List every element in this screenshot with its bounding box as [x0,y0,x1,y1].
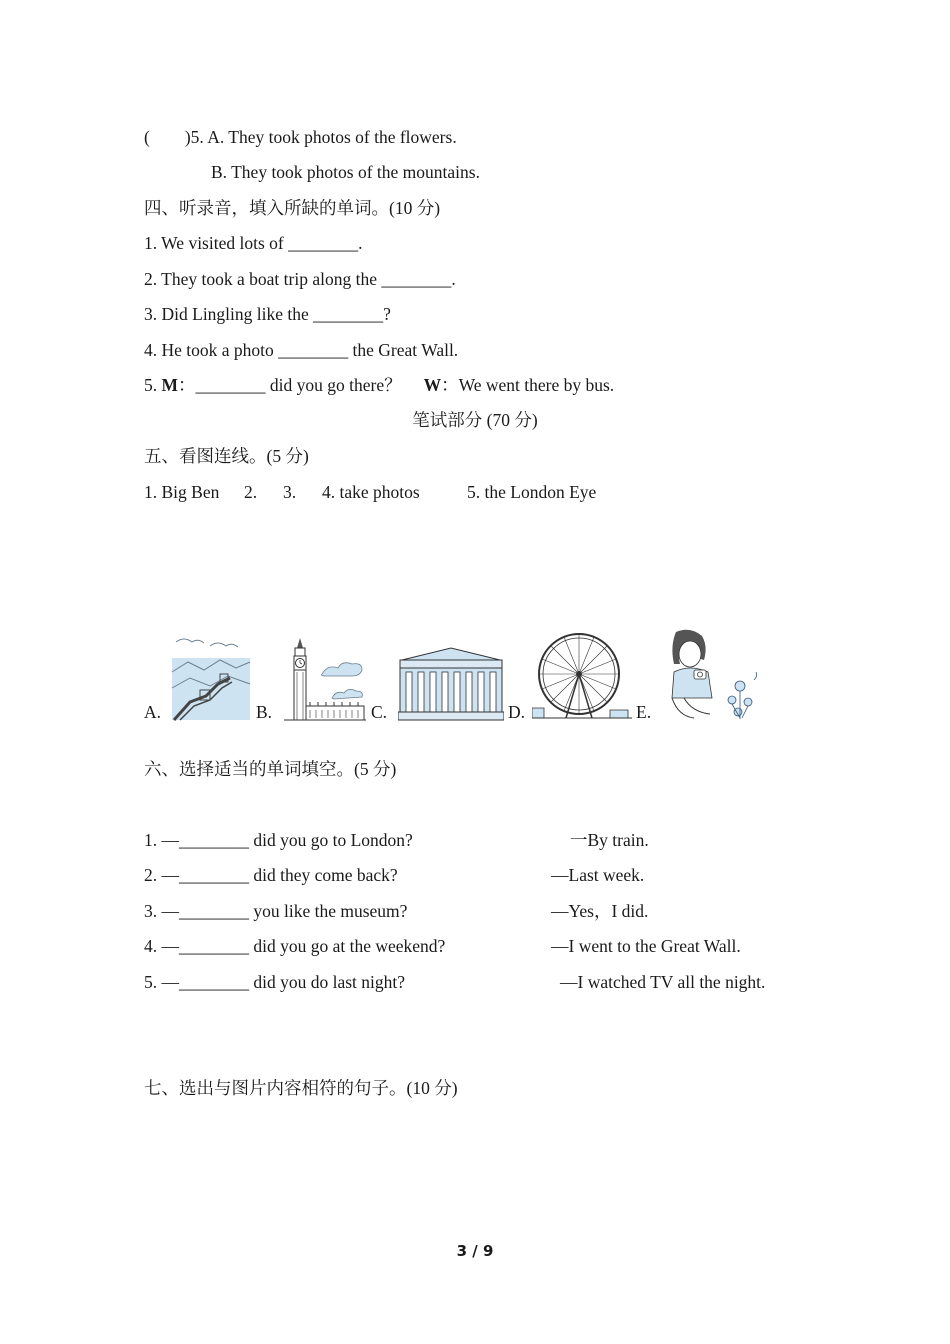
picture-label-a: A. [144,702,162,722]
match-item-2: 2. [244,482,258,502]
big-ben-picture [284,636,366,722]
picture-label-d: D. [508,702,526,722]
match-item-1: 1. Big Ben [144,482,220,502]
section-6-heading: 六、选择适当的单词填空。(5 分) [144,759,397,779]
match-item-4: 4. take photos [322,482,420,502]
section-6-question-5: 5. —________ did you do last night? [144,972,406,992]
great-wall-picture [170,632,252,722]
section-4-item-5: 5. M：________ did you go there？ W：We went there by bus. [144,375,615,395]
page-number: 3 / 9 [456,1242,494,1260]
question-3-5-option-a: ( )5. A. They took photos of the flowers. [144,127,457,147]
speaker-m: M [161,375,179,395]
question-3-5-option-b: B. They took photos of the mountains. [211,162,480,182]
picture-label-b: B. [256,702,273,722]
girl-taking-photo-picture [660,628,760,722]
section-4-heading: 四、听录音，填入所缺的单词。(10 分) [144,198,441,218]
section-6-question-3: 3. —________ you like the museum? [144,901,408,921]
section-5-heading: 五、看图连线。(5 分) [144,446,309,466]
written-part-title: 笔试部分 (70 分) [412,410,538,430]
section-6-answer-3: —Yes，I did. [551,901,649,921]
museum-picture [398,646,504,722]
picture-label-e: E. [636,702,652,722]
section-6-question-1: 1. —________ did you go to London? [144,830,413,850]
london-eye-picture [532,632,632,722]
picture-label-c: C. [371,702,388,722]
section-4-item-2: 2. They took a boat trip along the ________. [144,269,456,289]
section-4-item-3: 3. Did Lingling like the ________? [144,304,391,324]
section-4-item-1: 1. We visited lots of ________. [144,233,363,253]
section-6-answer-4: —I went to the Great Wall. [551,936,741,956]
section-7-heading: 七、选出与图片内容相符的句子。(10 分) [144,1078,458,1098]
match-item-3: 3. [283,482,297,502]
section-4-item-4: 4. He took a photo ________ the Great Wall. [144,340,459,360]
section-6-answer-2: —Last week. [551,865,645,885]
section-6-question-4: 4. —________ did you go at the weekend? [144,936,446,956]
section-6-answer-1: 一By train. [570,830,649,850]
section-6-answer-5: —I watched TV all the night. [560,972,766,992]
section-6-question-2: 2. —________ did they come back? [144,865,398,885]
match-item-5: 5. the London Eye [467,482,597,502]
speaker-w: W [423,375,442,395]
